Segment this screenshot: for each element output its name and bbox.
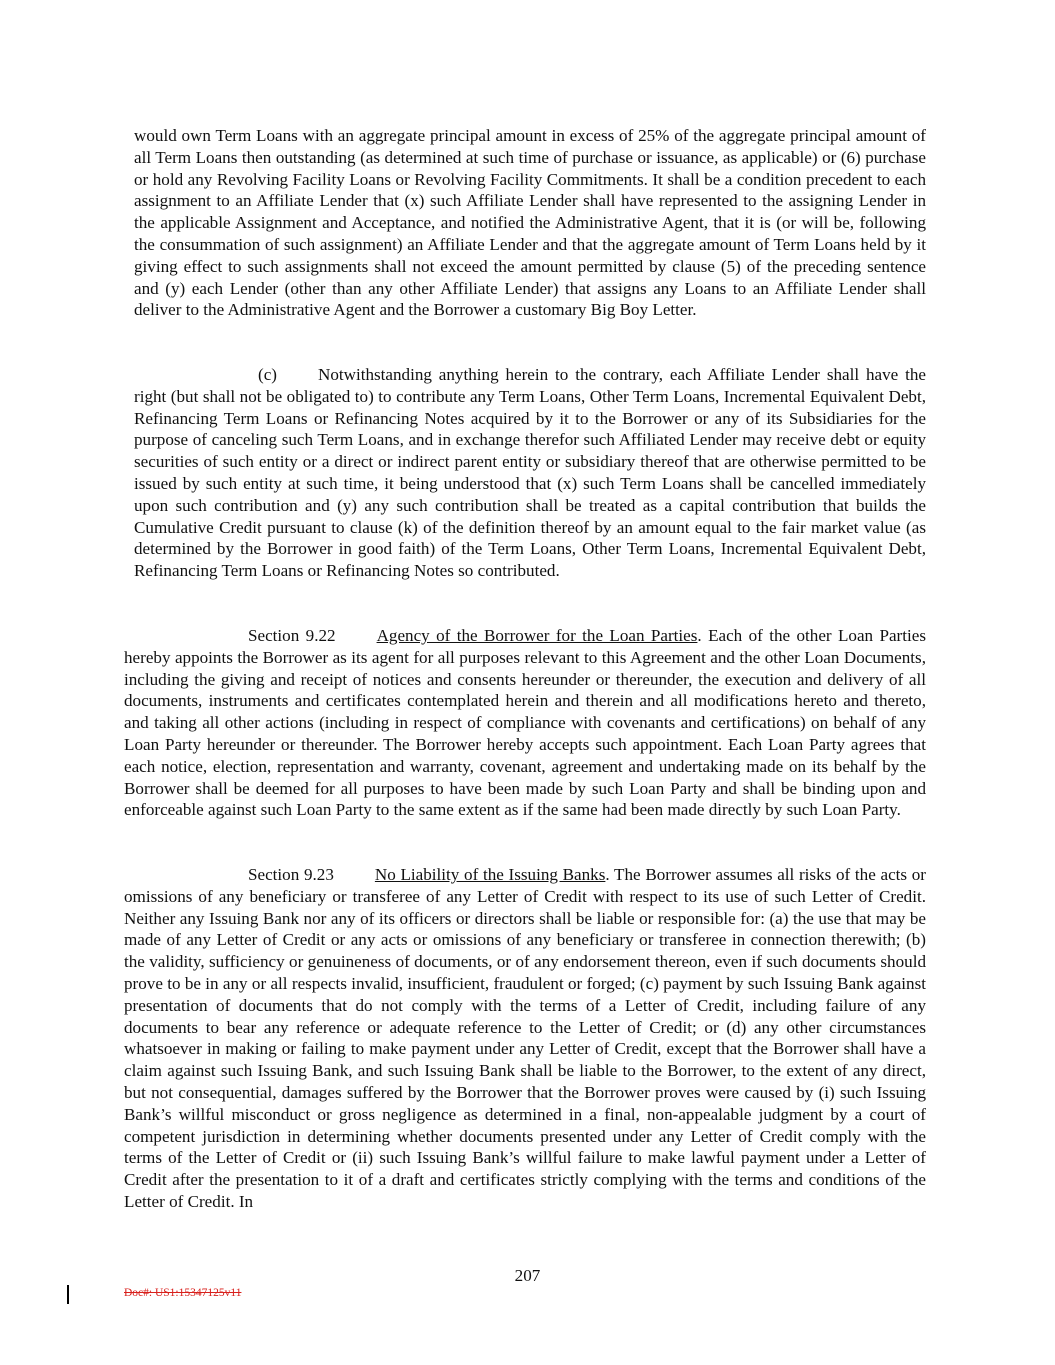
section-9-22-number: Section 9.22 [248, 626, 336, 645]
section-9-22-paragraph [124, 625, 926, 821]
clause-c-label: (c) [258, 365, 277, 384]
tab-gap [334, 864, 375, 886]
clause-c-text: Notwithstanding anything herein to the contrary, each Affiliate Lender shall have the right (but shall not be obligated to) to contribute any Term Loans, Other Term Loans, Incremental Equivalent Debt, Refinancing Term Loans or Refinancing Notes acquired by it to the Borrower or any of its Subsidiaries for the purpose of canceling such Term Loans, and in exchange therefor such Affiliated Lender may receive debt or equity securities of such entity or a direct or indirect parent entity or subsidiary thereof that are otherwise permitted to be issued by such entity at such time, it being understood that (x) such Term Loans shall be cancelled immediately upon such contribution and (y) any such contribution shall be treated as a capital contribution that builds the Cumulative Credit pursuant to clause (k) of the definition thereof by an amount equal to the fair market value (as determined by the Borrower in good faith) of the Term Loans, Other Term Loans, Incremental Equivalent Debt, Refinancing Term Loans or Refinancing Notes so contributed. [134, 365, 926, 581]
tab-gap [336, 625, 377, 647]
section-9-23-paragraph [124, 864, 926, 1213]
section-9-23-text: . The Borrower assumes all risks of the acts or omissions of any beneficiary or transferee of any Letter of Credit with respect to its use of such Letter of Credit. Neither any Issuing Bank nor any of its officers or directors shall be liable or responsible for: (a) the use that may be made of any Letter of Credit or any acts or omissions of any beneficiary or transferee in connection therewith; (b) the validity, sufficiency or genuineness of documents, or of any endorsement thereon, even if such documents should prove to be in any or all respects invalid, insufficient, fraudulent or forged; (c) payment by such Issuing Bank against presentation of documents that do not comply with the terms of a Letter of Credit, including failure of any documents to bear any reference or adequate reference to the Letter of Credit; or (d) any other circumstances whatsoever in making or failing to make payment under any Letter of Credit, except that the Borrower shall have a claim against such Issuing Bank, and such Issuing Bank shall be liable to the Borrower, to the extent of any direct, but not consequential, damages suffered by the Borrower that the Borrower proves were caused by (i) such Issuing Bank’s willful misconduct or gross negligence as determined in a final, non-appealable judgment by a court of competent jurisdiction in determining whether documents presented under any Letter of Credit comply with the terms of the Letter of Credit or (ii) such Issuing Bank’s willful failure to make lawful payment under a Letter of Credit after the presentation to it of a draft and certificates strictly complying with the terms and conditions of the Letter of Credit. In [124, 865, 926, 1211]
section-9-23-number: Section 9.23 [248, 865, 334, 884]
page-number: 207 [514, 1266, 541, 1285]
revision-change-bar [67, 1285, 69, 1304]
clause-c-paragraph [134, 364, 926, 582]
section-9-22-heading: Agency of the Borrower for the Loan Parties [376, 626, 698, 645]
section-9-22-text: . Each of the other Loan Parties hereby appoints the Borrower as its agent for all purposes relevant to this Agreement and the other Loan Documents, including the giving and receipt of notices and consents hereunder or thereunder, the execution and delivery of all documents, instruments and certificates contemplated herein and therein and all modifications hereto and thereto, and taking all other actions (including in respect of compliance with covenants and certifications) on behalf of any Loan Party hereunder or thereunder. The Borrower hereby accepts such appointment. Each Loan Party agrees that each notice, election, representation and warranty, covenant, agreement and undertaking made on its behalf by the Borrower shall be deemed for all purposes to have been made by such Loan Party and shall be binding upon and enforceable against such Loan Party to the same extent as if the same had been made directly by such Loan Party. [124, 626, 926, 820]
section-9-23-heading: No Liability of the Issuing Banks [374, 865, 606, 884]
document-id: Doc#: US1:15347125v11 [124, 1287, 242, 1299]
continuation-paragraph: would own Term Loans with an aggregate principal amount in excess of 25% of the aggregate principal amount of all Term Loans then outstanding (as determined at such time of purchase or issuance, as applicable) or (6) purchase or hold any Revolving Facility Loans or Revolving Facility Commitments. It shall be a condition precedent to each assignment to an Affiliate Lender that (x) such Affiliate Lender shall have represented to the assigning Lender in the applicable Assignment and Acceptance, and notified the Administrative Agent, that it is (or will be, following the consummation of such assignment) an Affiliate Lender and that the aggregate amount of Term Loans held by it giving effect to such assignments shall not exceed the amount permitted by clause (5) of the preceding sentence and (y) each Lender (other than any other Affiliate Lender) that assigns any Loans to an Affiliate Lender shall deliver to the Administrative Agent and the Borrower a customary Big Boy Letter. [134, 126, 926, 320]
